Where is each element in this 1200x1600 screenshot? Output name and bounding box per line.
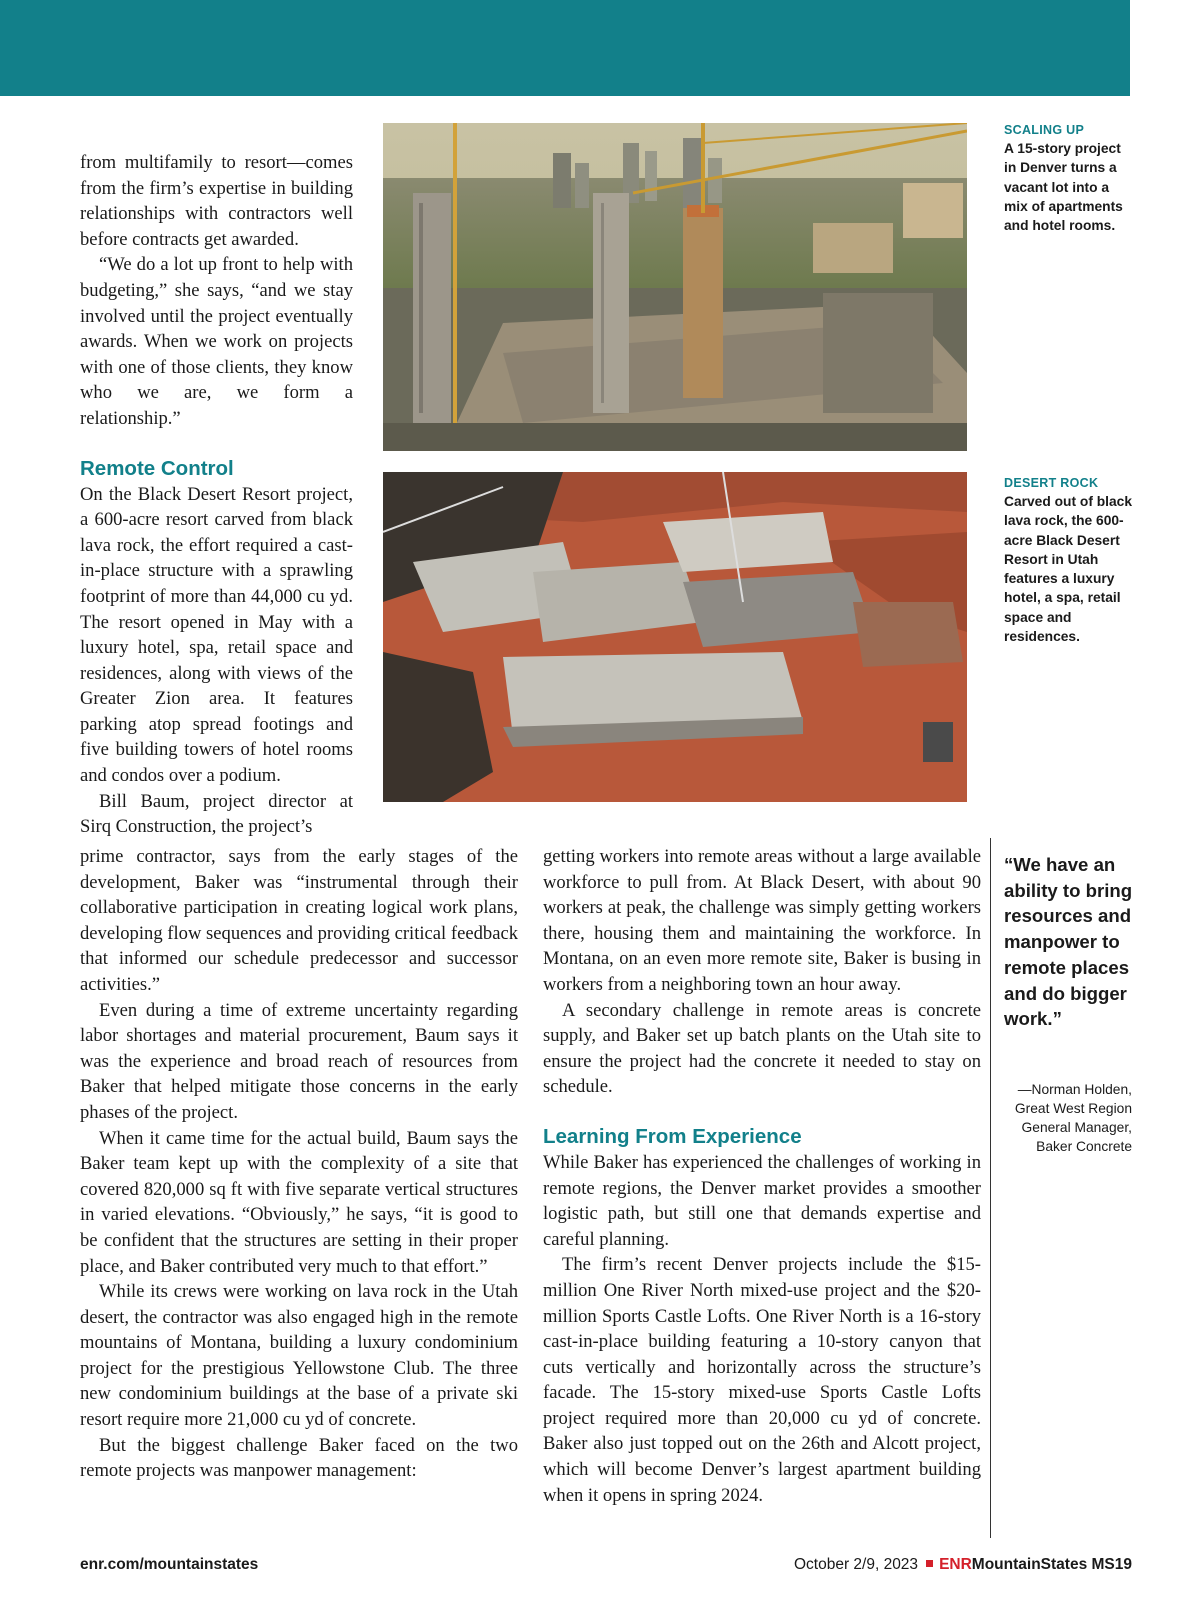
top-color-bar <box>0 0 1130 96</box>
footer-url[interactable]: enr.com/mountainstates <box>80 1556 259 1573</box>
paragraph: The firm’s recent Denver projects include the $15-million One River North mixed-use project and the $20-million Sports Castle Lofts. One River North is a 16-story cast-in-place building featuring a 10-story canyon that cuts vertically and horizontally across the structure’s facade. The 15-story mixed-use Sports Castle Lofts project required more than 20,000 cu yd of concrete. Baker also just topped out on the 26th and Alcott project, which will become Denver’s largest apartment building when it opens in spring 2024. <box>543 1254 981 1506</box>
paragraph: prime contractor, says from the early stages of the development, Baker was “instrumental through their collaborative participation in creating logical work plans, developing flow sequences and providing critical feedback that informed our schedule predecessor and successor activities.” <box>80 846 518 995</box>
paragraph: Bill Baum, project director at Sirq Construction, the project’s <box>80 790 353 838</box>
paragraph: getting workers into remote areas without a large available workforce to pull from. At Black Desert, with about 90 workers at peak, the challenge was simply getting workers there, housing them and maintaining the workforce. In Montana, on an even more remote site, Baker is busing in workers from a neighboring town an hour away. <box>543 846 981 995</box>
paragraph: While its crews were working on lava rock in the Utah desert, the contractor was also engaged high in the remote mountains of Montana, building a luxury condominium project for the prestigious Yellowstone Club. The three new condominium buildings at the base of a private ski resort require more 21,000 cu yd of concrete. <box>80 1281 518 1431</box>
column-2 <box>543 844 981 1508</box>
paragraph: On the Black Desert Resort project, a 600-acre resort carved from black lava rock, the effort required a cast-in-place structure with a sprawling footprint of more than 44,000 cu yd. The resort opened in May with a luxury hotel, spa, retail space and residences, along with views of the Greater Zion area. It features parking atop spread footings and five building towers of hotel rooms and condos over a podium. <box>80 483 353 787</box>
footer-brand-section: MountainStates MS19 <box>971 1556 1132 1573</box>
paragraph: While Baker has experienced the challenges of working in remote regions, the Denver market provides a smoother logistic path, but still one that demands expertise and careful planning. <box>543 1151 981 1250</box>
caption-body: Carved out of black lava rock, the 600-acre Black Desert Resort in Utah features a luxury hotel, a spa, retail space and residences. <box>1004 494 1133 645</box>
column-1-bottom <box>80 844 518 1484</box>
photo-black-desert-resort <box>383 472 967 802</box>
pullquote-divider <box>990 838 991 1538</box>
paragraph: Even during a time of extreme uncertainty regarding labor shortages and material procurement, Baum says it was the experience and broad reach of resources from Baker that helped mitigate those concerns in the early phases of the project. <box>80 999 518 1123</box>
pullquote-text: “We have an ability to bring resources and manpower to remote places and do bigger work.” <box>1004 854 1133 1030</box>
caption-desert-rock <box>1004 474 1134 646</box>
caption-title: DESERT ROCK <box>1004 476 1099 490</box>
section-heading-remote-control: Remote Control <box>80 456 234 480</box>
caption-scaling-up <box>1004 121 1134 235</box>
paragraph: When it came time for the actual build, Baum says the Baker team kept up with the complexity of a site that covered 820,000 sq ft with five separate vertical structures in varied elevations. “Obviously,” he says, “it is good to be confident that the structures are setting in their proper place, and Baker contributed very much to that effort.” <box>80 1127 518 1277</box>
caption-body: A 15-story project in Denver turns a vacant lot into a mix of apartments and hotel rooms. <box>1004 141 1123 234</box>
footer-brand-enr: ENR <box>939 1556 972 1573</box>
section-heading-learning-from-experience: Learning From Experience <box>543 1124 802 1148</box>
footer-date: October 2/9, 2023 <box>793 1556 919 1573</box>
paragraph: A secondary challenge in remote areas is concrete supply, and Baker set up batch plants on the Utah site to ensure the project had the concrete it needed to stay on schedule. <box>543 999 981 1098</box>
paragraph: “We do a lot up front to help with budgeting,” she says, “and we stay involved until the project eventually awards. When we work on projects with one of those clients, they know who we are, we form a relationship.” <box>80 254 353 429</box>
paragraph: from multifamily to resort—comes from the firm’s expertise in building relationships with contractors well before contracts get awarded. <box>80 152 353 250</box>
paragraph: But the biggest challenge Baker faced on the two remote projects was manpower management: <box>80 1434 518 1482</box>
column-1-top <box>80 150 353 840</box>
red-square-bullet-icon <box>926 1560 933 1567</box>
photo-denver-construction <box>383 123 967 451</box>
footer-issue-info <box>794 1556 1132 1574</box>
caption-title: SCALING UP <box>1004 123 1085 137</box>
pullquote-attribution: —Norman Holden, Great West Region General Manager, Baker Concrete <box>1014 1082 1132 1154</box>
